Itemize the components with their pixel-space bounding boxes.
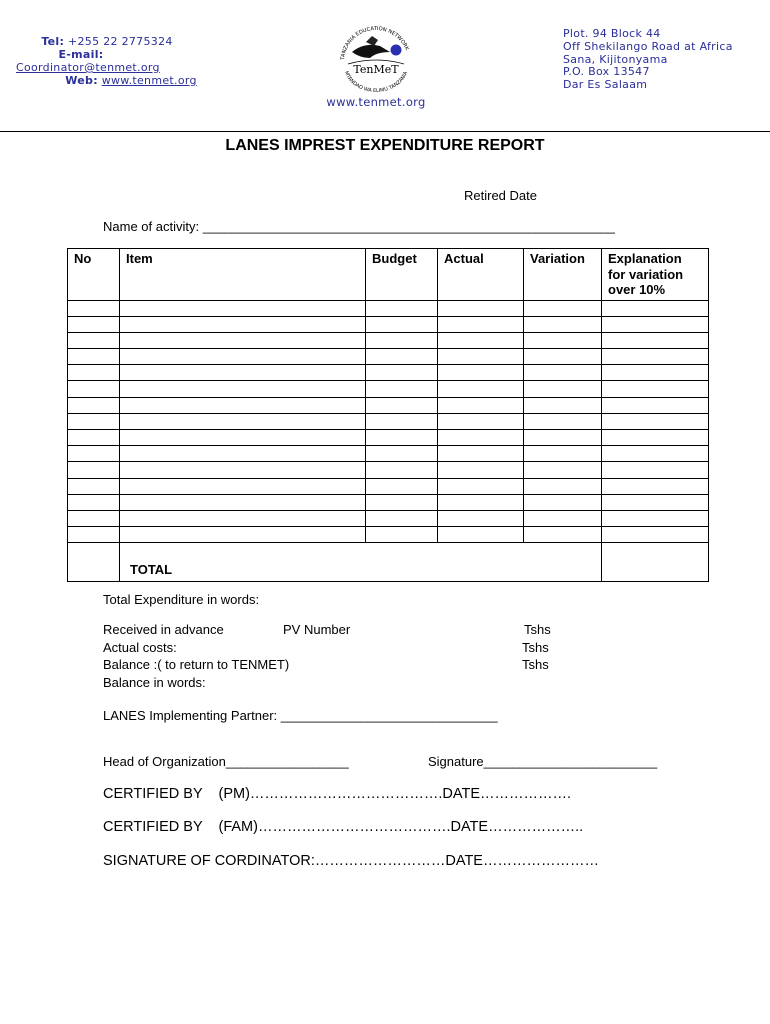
- page-title: LANES IMPREST EXPENDITURE REPORT: [225, 137, 545, 154]
- table-cell[interactable]: [366, 430, 438, 446]
- col-header-no: No: [68, 249, 120, 301]
- table-cell[interactable]: [68, 332, 120, 348]
- table-cell[interactable]: [438, 446, 524, 462]
- balance-currency: Tshs: [522, 657, 549, 672]
- col-header-explanation: Explanation for variation over 10%: [602, 249, 709, 301]
- table-cell[interactable]: [68, 478, 120, 494]
- total-label: TOTAL: [120, 543, 602, 582]
- table-cell[interactable]: [524, 510, 602, 526]
- partner-label: LANES Implementing Partner:: [103, 708, 278, 723]
- table-cell[interactable]: [524, 430, 602, 446]
- tel-value: +255 22 2775324: [67, 35, 173, 48]
- activity-field[interactable]: _________________________________________________________: [202, 219, 615, 234]
- table-cell[interactable]: [438, 510, 524, 526]
- table-row: [68, 397, 709, 413]
- table-cell[interactable]: [524, 381, 602, 397]
- table-cell[interactable]: [120, 332, 366, 348]
- table-cell[interactable]: [524, 527, 602, 543]
- retired-date-label: Retired Date: [464, 188, 537, 203]
- table-cell[interactable]: [68, 494, 120, 510]
- table-cell[interactable]: [120, 494, 366, 510]
- table-row: [68, 510, 709, 526]
- table-cell[interactable]: [602, 316, 709, 332]
- certified-pm-line[interactable]: CERTIFIED BY (PM)………………………………….DATE……………….: [103, 786, 572, 802]
- table-cell[interactable]: [524, 462, 602, 478]
- table-cell[interactable]: [366, 381, 438, 397]
- table-cell[interactable]: [366, 413, 438, 429]
- table-cell[interactable]: [602, 365, 709, 381]
- table-cell[interactable]: [438, 349, 524, 365]
- email-label-line: [16, 48, 206, 61]
- table-cell[interactable]: [68, 510, 120, 526]
- table-body: [68, 300, 709, 582]
- head-org-line: [103, 754, 349, 769]
- table-cell[interactable]: [366, 349, 438, 365]
- web-link[interactable]: www.tenmet.org: [101, 74, 197, 87]
- table-cell[interactable]: [120, 478, 366, 494]
- logo-arc-top: TANZANIA EDUCATION NETWORK: [340, 25, 410, 61]
- website-text: www.tenmet.org: [326, 95, 426, 109]
- table-cell[interactable]: [524, 365, 602, 381]
- tel-line: [16, 35, 206, 48]
- activity-line: [103, 219, 615, 234]
- table-row: [68, 381, 709, 397]
- coordinator-signature-line[interactable]: SIGNATURE OF CORDINATOR:………………………DATE……………………: [103, 853, 599, 869]
- table-cell[interactable]: [120, 430, 366, 446]
- table-row: [68, 413, 709, 429]
- expenditure-table: [67, 248, 709, 582]
- partner-field[interactable]: ______________________________: [280, 708, 498, 723]
- signature-line: [428, 754, 657, 769]
- email-line: [16, 61, 206, 74]
- table-cell[interactable]: [524, 349, 602, 365]
- table-cell[interactable]: [366, 300, 438, 316]
- activity-label: Name of activity:: [103, 219, 200, 234]
- balance-label: Balance :( to return to TENMET): [103, 657, 290, 672]
- table-cell[interactable]: [120, 316, 366, 332]
- total-no-cell: [68, 543, 120, 582]
- table-row: [68, 462, 709, 478]
- table-cell[interactable]: [120, 462, 366, 478]
- table-cell[interactable]: [68, 446, 120, 462]
- web-label: Web:: [65, 74, 98, 87]
- signature-field[interactable]: ________________________: [483, 754, 658, 769]
- address-line: P.O. Box 13547: [563, 65, 650, 79]
- table-cell[interactable]: [602, 478, 709, 494]
- table-cell[interactable]: [602, 349, 709, 365]
- col-header-variation: Variation: [524, 249, 602, 301]
- table-cell[interactable]: [120, 446, 366, 462]
- table-cell[interactable]: [602, 430, 709, 446]
- table-row: [68, 446, 709, 462]
- table-cell[interactable]: [602, 397, 709, 413]
- table-cell[interactable]: [524, 478, 602, 494]
- table-cell[interactable]: [68, 430, 120, 446]
- table-cell[interactable]: [602, 300, 709, 316]
- address-line: Plot. 94 Block 44: [563, 27, 661, 40]
- table-cell[interactable]: [438, 430, 524, 446]
- table-cell[interactable]: [524, 494, 602, 510]
- table-cell[interactable]: [524, 446, 602, 462]
- table-cell[interactable]: [68, 316, 120, 332]
- table-cell[interactable]: [602, 462, 709, 478]
- received-currency: Tshs: [524, 622, 551, 637]
- table-cell[interactable]: [524, 332, 602, 348]
- table-cell[interactable]: [68, 527, 120, 543]
- table-row: [68, 494, 709, 510]
- address-line: Sana, Kijitonyama: [563, 52, 668, 66]
- table-cell[interactable]: [120, 510, 366, 526]
- table-cell[interactable]: [438, 413, 524, 429]
- table-cell[interactable]: [366, 332, 438, 348]
- table-cell[interactable]: [438, 462, 524, 478]
- table-cell[interactable]: [68, 349, 120, 365]
- table-cell[interactable]: [524, 300, 602, 316]
- table-cell[interactable]: [68, 300, 120, 316]
- table-cell[interactable]: [366, 365, 438, 381]
- total-row: [68, 543, 709, 582]
- table-cell[interactable]: [602, 446, 709, 462]
- header-divider: [0, 131, 770, 132]
- table-row: [68, 332, 709, 348]
- actual-costs-currency: Tshs: [522, 640, 549, 655]
- table-cell[interactable]: [366, 462, 438, 478]
- table-cell[interactable]: [120, 413, 366, 429]
- contact-block: [16, 35, 206, 87]
- table-cell[interactable]: [120, 300, 366, 316]
- table-cell[interactable]: [438, 478, 524, 494]
- signature-label: Signature: [428, 754, 484, 769]
- table-cell[interactable]: [438, 527, 524, 543]
- table-header-row: [68, 249, 709, 301]
- table-row: [68, 300, 709, 316]
- table-cell[interactable]: [438, 316, 524, 332]
- address-block: [563, 28, 763, 92]
- total-words-label: Total Expenditure in words:: [103, 592, 260, 607]
- table-cell[interactable]: [68, 413, 120, 429]
- table-cell[interactable]: [524, 413, 602, 429]
- table-cell[interactable]: [68, 365, 120, 381]
- table-cell[interactable]: [438, 494, 524, 510]
- table-cell[interactable]: [602, 510, 709, 526]
- table-cell[interactable]: [602, 527, 709, 543]
- table-cell[interactable]: [120, 527, 366, 543]
- table-row: [68, 316, 709, 332]
- logo-text: TenMeT: [353, 63, 399, 76]
- table-cell[interactable]: [366, 510, 438, 526]
- table-cell[interactable]: [120, 397, 366, 413]
- table-cell[interactable]: [366, 494, 438, 510]
- table-cell[interactable]: [366, 446, 438, 462]
- table-cell[interactable]: [438, 397, 524, 413]
- logo-graphic: [330, 22, 422, 94]
- tenmet-logo: [330, 22, 422, 94]
- actual-costs-label: Actual costs:: [103, 640, 177, 655]
- head-org-label: Head of Organization: [103, 754, 226, 769]
- table-row: [68, 430, 709, 446]
- logo-dot: [391, 45, 402, 56]
- table-cell[interactable]: [438, 365, 524, 381]
- web-line: [16, 74, 206, 87]
- col-header-budget: Budget: [366, 249, 438, 301]
- pv-number-label: PV Number: [283, 622, 351, 637]
- tel-label: Tel:: [41, 35, 65, 48]
- table-cell[interactable]: [524, 397, 602, 413]
- certified-fam-line[interactable]: CERTIFIED BY (FAM)………………………………….DATE………………..: [103, 819, 584, 835]
- col-header-item: Item: [120, 249, 366, 301]
- email-label: E-mail:: [58, 48, 104, 61]
- table-row: [68, 365, 709, 381]
- table-cell[interactable]: [120, 365, 366, 381]
- table-cell[interactable]: [524, 316, 602, 332]
- balance-words-label: Balance in words:: [103, 675, 206, 690]
- address-line: Dar Es Salaam: [563, 78, 648, 92]
- table-cell[interactable]: [366, 397, 438, 413]
- table-cell[interactable]: [120, 381, 366, 397]
- table-cell[interactable]: [68, 462, 120, 478]
- table-cell[interactable]: [438, 300, 524, 316]
- table-cell[interactable]: [602, 494, 709, 510]
- table-cell[interactable]: [120, 349, 366, 365]
- table-cell[interactable]: [68, 397, 120, 413]
- head-org-field[interactable]: _________________: [225, 754, 349, 769]
- partner-line: [103, 708, 498, 723]
- table-cell[interactable]: [366, 527, 438, 543]
- table-cell[interactable]: [438, 332, 524, 348]
- table-cell[interactable]: [602, 381, 709, 397]
- table-cell[interactable]: [366, 316, 438, 332]
- email-link[interactable]: Coordinator@tenmet.org: [16, 61, 160, 74]
- address-line: Off Shekilango Road at Africa: [563, 39, 733, 53]
- table-row: [68, 349, 709, 365]
- table-cell[interactable]: [602, 413, 709, 429]
- col-header-actual: Actual: [438, 249, 524, 301]
- total-explanation-cell[interactable]: [602, 543, 709, 582]
- table-cell[interactable]: [438, 381, 524, 397]
- table-cell[interactable]: [602, 332, 709, 348]
- table-row: [68, 478, 709, 494]
- received-label: Received in advance: [103, 622, 224, 637]
- logo-arc-bottom: MTANDAO WA ELIMU TANZANIA: [342, 70, 410, 94]
- table-cell[interactable]: [366, 478, 438, 494]
- table-row: [68, 527, 709, 543]
- table-cell[interactable]: [68, 381, 120, 397]
